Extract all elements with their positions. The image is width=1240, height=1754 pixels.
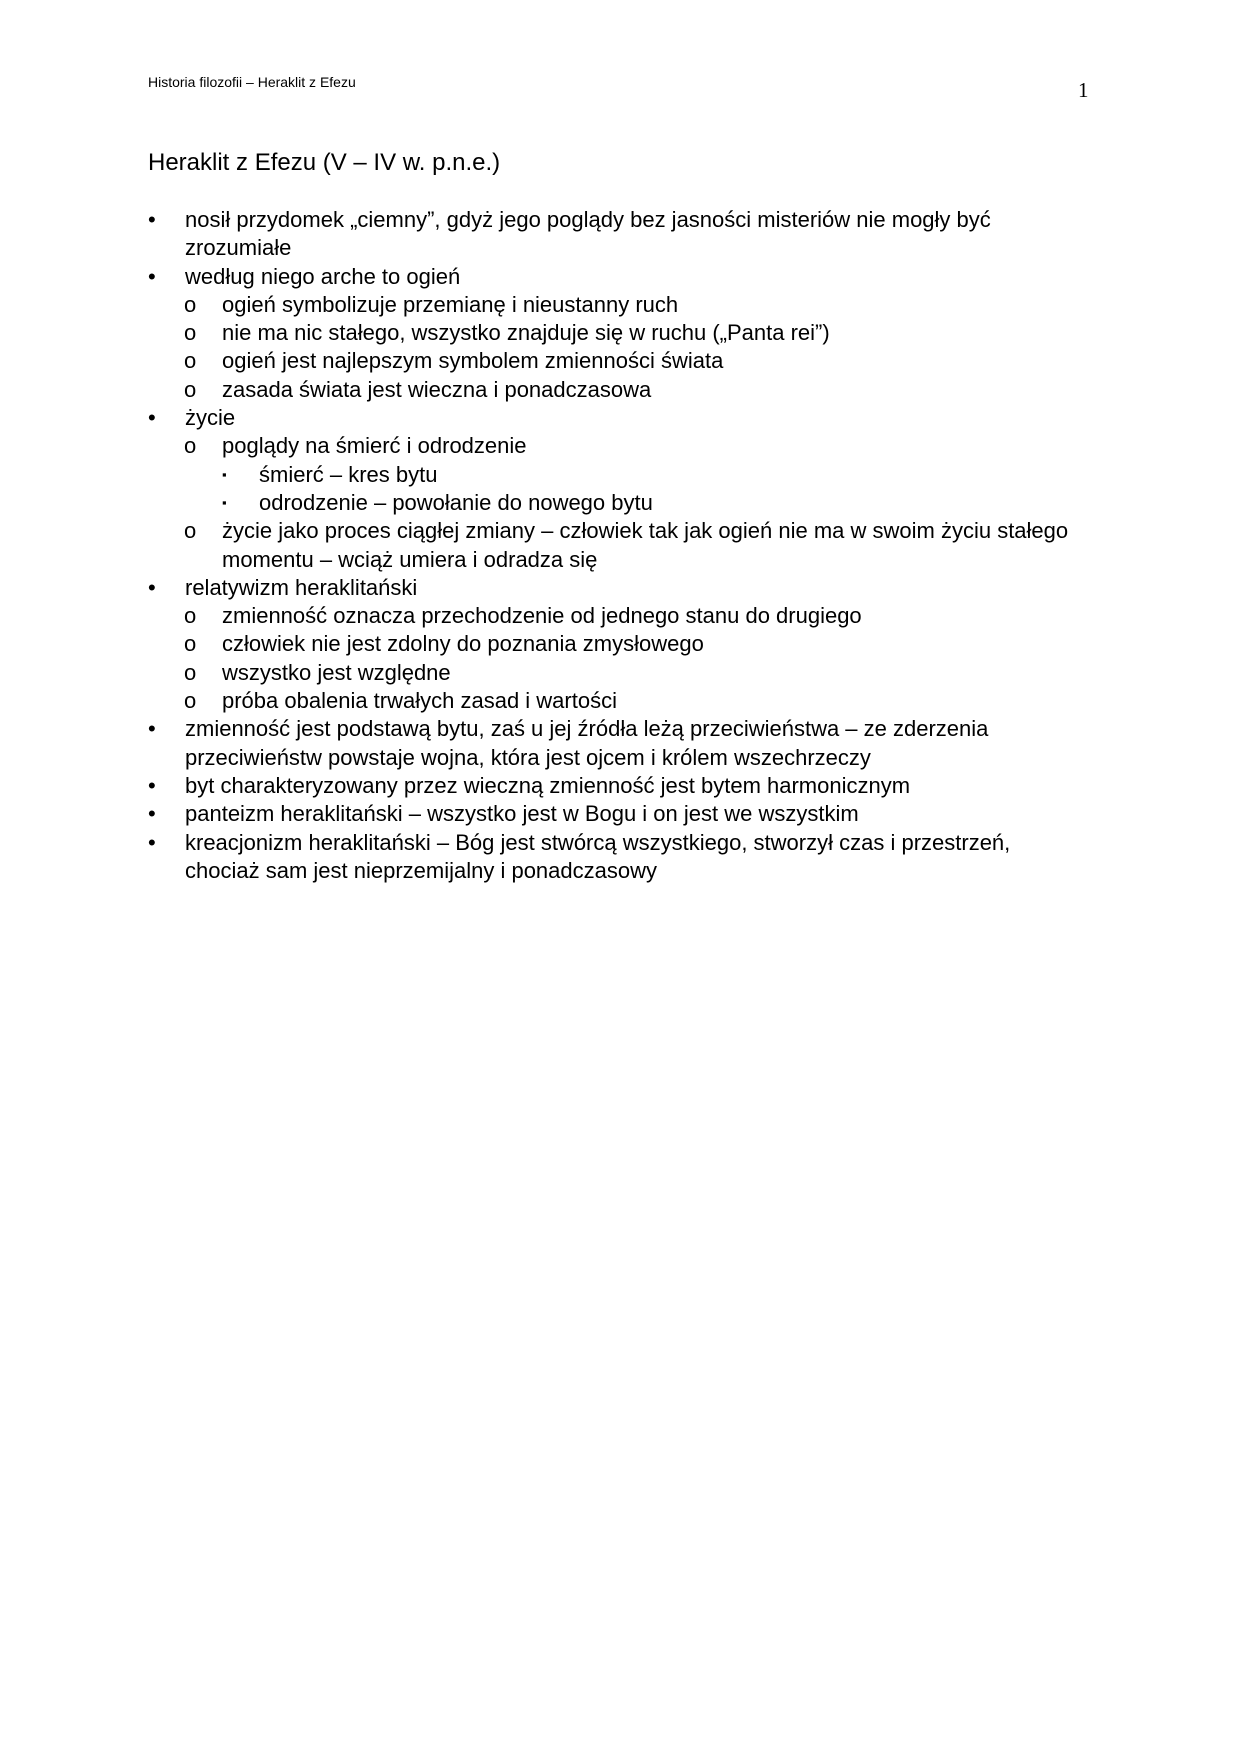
sub-list-item-text: ogień jest najlepszym symbolem zmienności świata	[222, 348, 724, 374]
sub-bullet-marker: o	[184, 659, 197, 685]
sub-list-item-text: zmienność oznacza przechodzenie od jednego stanu do drugiego	[222, 603, 862, 629]
list-item-text: relatywizm heraklitański	[185, 574, 418, 600]
document-body	[148, 206, 1088, 885]
sub-list-item-text: wszystko jest względne	[222, 659, 451, 685]
list-item-text: życie	[185, 405, 236, 431]
sub-list-item-text: człowiek nie jest zdolny do poznania zmysłowego	[222, 631, 704, 657]
list-item	[148, 772, 1088, 800]
list-item	[148, 263, 1088, 404]
list-item	[148, 206, 1088, 263]
list-item	[148, 829, 1088, 886]
bullet-marker: •	[148, 405, 156, 431]
sub-list-item	[110, 432, 1088, 517]
list-item	[148, 404, 1088, 574]
sub-list-item	[110, 319, 1088, 347]
sub-bullet-marker: o	[184, 603, 197, 629]
sub-list-item-text: nie ma nic stałego, wszystko znajduje się w ruchu („Panta rei”)	[222, 320, 830, 346]
main-list	[148, 206, 1088, 885]
page-number: 1	[1078, 78, 1089, 102]
sub-list	[185, 291, 1088, 404]
sub-sub-list	[222, 461, 1088, 518]
sub-list-item-text: próba obalenia trwałych zasad i wartości	[222, 688, 617, 714]
sub-list-item	[110, 602, 1088, 630]
list-item-text: byt charakteryzowany przez wieczną zmienność jest bytem harmonicznym	[185, 772, 911, 798]
sub-list-item-text: ogień symbolizuje przemianę i nieustanny ruch	[222, 291, 679, 317]
sub-bullet-marker: o	[184, 348, 197, 374]
sub-bullet-marker: o	[184, 320, 197, 346]
sub-bullet-marker: o	[184, 291, 197, 317]
bullet-marker: •	[148, 801, 156, 827]
sub-list-item-text: życie jako proces ciągłej zmiany – człowiek tak jak ogień nie ma w swoim życiu stałego momentu – wciąż umiera i odradza się	[222, 518, 1069, 572]
bullet-marker: •	[148, 716, 156, 742]
list-item	[148, 574, 1088, 715]
sub-list-item-text: poglądy na śmierć i odrodzenie	[222, 433, 527, 459]
sub-sub-list-item	[72, 489, 1088, 517]
sub-list	[185, 432, 1088, 573]
sub-bullet-marker: o	[184, 688, 197, 714]
sub-sub-list-item	[72, 461, 1088, 489]
sub-list-item	[110, 687, 1088, 715]
sub-sub-list-item-text: śmierć – kres bytu	[259, 461, 438, 487]
sub-list-item-text: zasada świata jest wieczna i ponadczasowa	[222, 376, 652, 402]
bullet-marker: •	[148, 207, 156, 232]
list-item-text: nosił przydomek „ciemny”, gdyż jego poglądy bez jasności misteriów nie mogły być zrozumiałe	[185, 207, 991, 261]
bullet-marker: •	[148, 574, 156, 600]
list-item-text: zmienność jest podstawą bytu, zaś u jej źródła leżą przeciwieństwa – ze zderzenia przeciwieństw powstaje wojna, która jest ojcem i królem wszechrzeczy	[185, 716, 989, 770]
sub-bullet-marker: o	[184, 631, 197, 657]
square-bullet-marker: ▪	[222, 494, 227, 510]
square-bullet-marker: ▪	[222, 466, 227, 482]
sub-list-item	[110, 291, 1088, 319]
sub-list-item	[110, 659, 1088, 687]
sub-bullet-marker: o	[184, 518, 197, 544]
sub-list	[185, 602, 1088, 715]
list-item-text: kreacjonizm heraklitański – Bóg jest stwórcą wszystkiego, stworzył czas i przestrzeń, chociaż sam jest nieprzemijalny i ponadczasowy	[185, 829, 1011, 883]
list-item-text: panteizm heraklitański – wszystko jest w Bogu i on jest we wszystkim	[185, 801, 859, 827]
bullet-marker: •	[148, 263, 156, 289]
sub-bullet-marker: o	[184, 376, 197, 402]
list-item-text: według niego arche to ogień	[185, 263, 461, 289]
bullet-marker: •	[148, 829, 156, 855]
sub-list-item	[110, 376, 1088, 404]
sub-list-item	[110, 347, 1088, 375]
sub-list-item	[110, 630, 1088, 658]
list-item	[148, 800, 1088, 828]
sub-sub-list-item-text: odrodzenie – powołanie do nowego bytu	[259, 489, 653, 515]
document-title: Heraklit z Efezu (V – IV w. p.n.e.)	[148, 149, 501, 176]
bullet-marker: •	[148, 772, 156, 798]
page-header: Historia filozofii – Heraklit z Efezu	[148, 74, 356, 90]
sub-list-item	[110, 517, 1088, 574]
sub-bullet-marker: o	[184, 433, 197, 459]
list-item	[148, 715, 1088, 772]
